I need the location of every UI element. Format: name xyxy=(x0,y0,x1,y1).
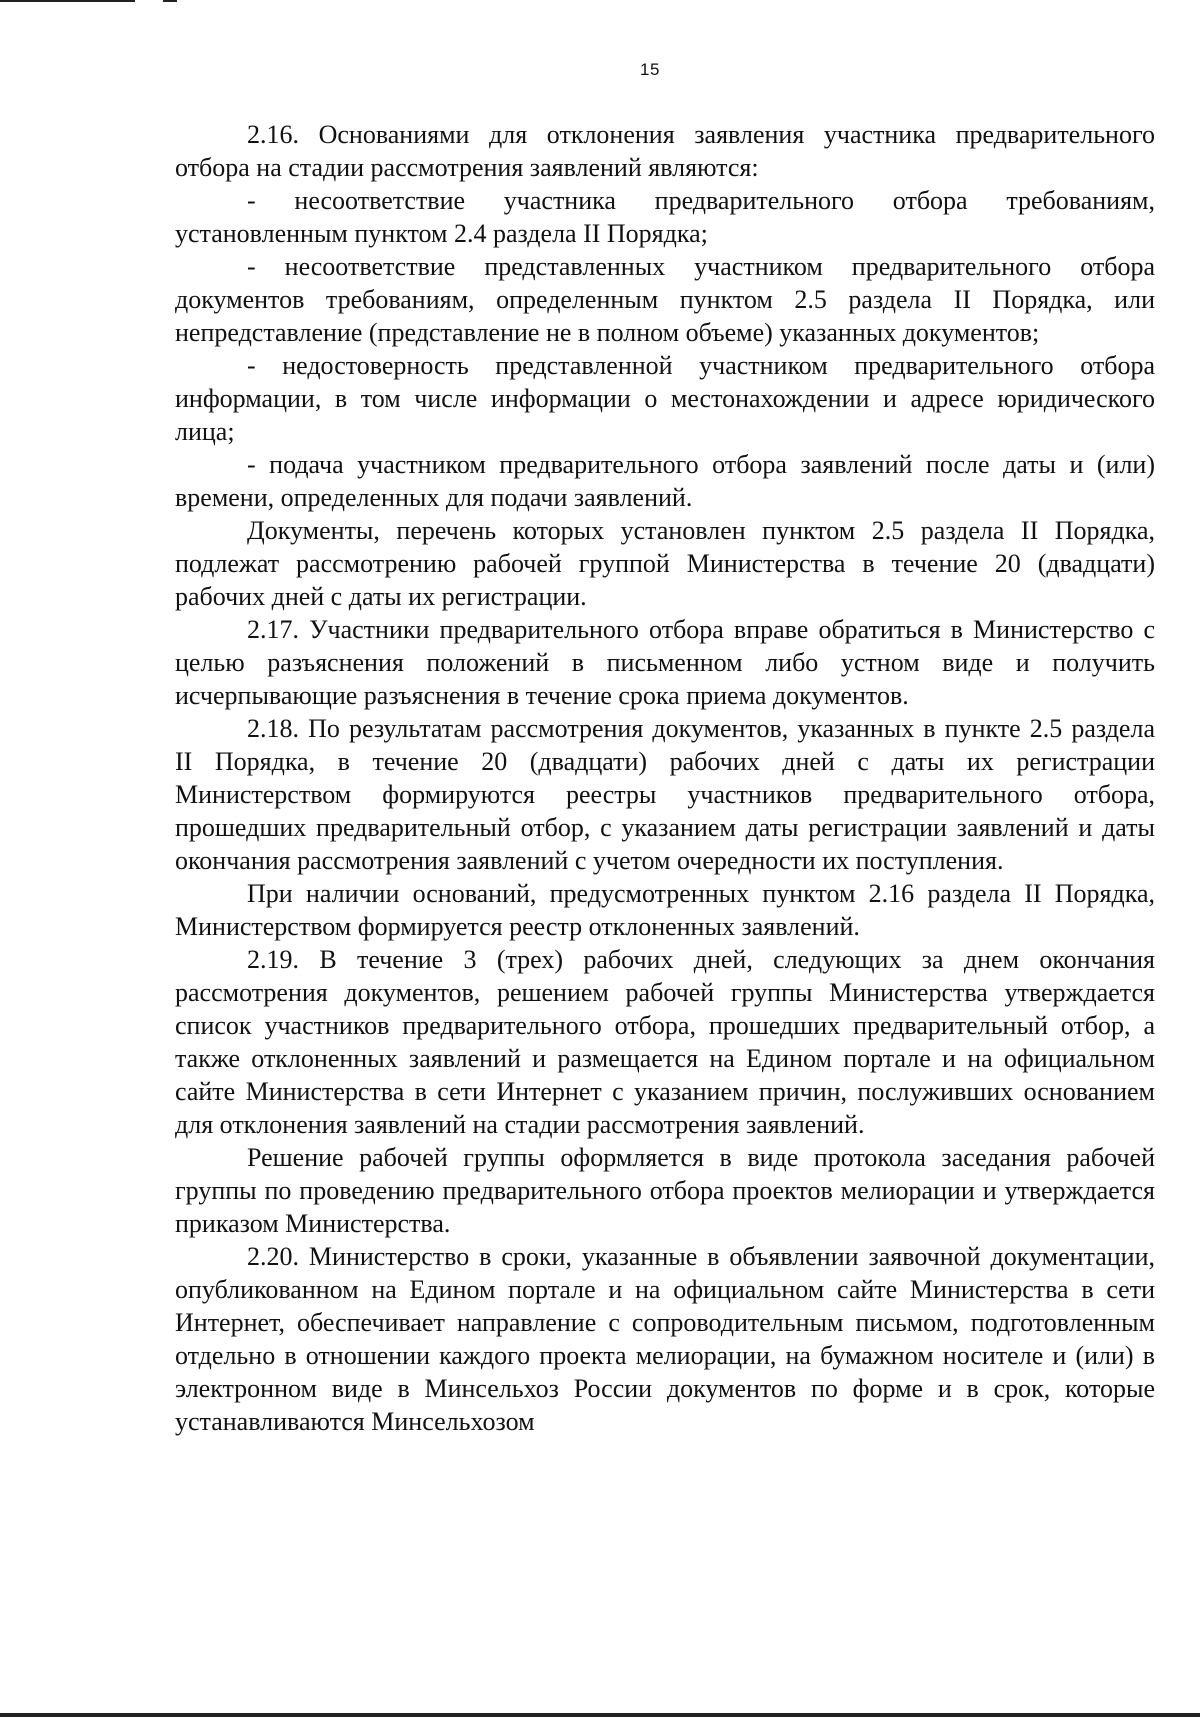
paragraph-2-19: 2.19. В течение 3 (трех) рабочих дней, следующих за днем окончания рассмотрения документов, решением рабочей группы Министерства утверждается список участников предварительного отбора, прошедших предварительный отбор, а также отклоненных заявлений и размещается на Едином портале и на официальном сайте Министерства в сети Интернет с указанием причин, послуживших основанием для отклонения заявлений на стадии рассмотрения заявлений. xyxy=(175,945,1155,1139)
paragraph-working-group-decision: Решение рабочей группы оформляется в виде протокола заседания рабочей группы по проведению предварительного отбора проектов мелиорации и утверждается приказом Министерства. xyxy=(175,1143,1155,1238)
paragraph-2-17: 2.17. Участники предварительного отбора вправе обратиться в Министерство с целью разъяснения положений в письменном либо устном виде и получить исчерпывающие разъяснения в течение срока приема документов. xyxy=(175,615,1155,710)
scan-edge-mark xyxy=(163,0,177,2)
paragraph-rejected-register: При наличии оснований, предусмотренных пунктом 2.16 раздела II Порядка, Министерством формируется реестр отклоненных заявлений. xyxy=(175,879,1155,941)
paragraph-2-16: 2.16. Основаниями для отклонения заявления участника предварительного отбора на стадии рассмотрения заявлений являются: xyxy=(175,120,1155,182)
paragraph-review-period: Документы, перечень которых установлен пунктом 2.5 раздела II Порядка, подлежат рассмотрению рабочей группой Министерства в течение 20 (двадцати) рабочих дней с даты их регистрации. xyxy=(175,516,1155,611)
paragraph-2-20: 2.20. Министерство в сроки, указанные в объявлении заявочной документации, опубликованном на Едином портале и на официальном сайте Министерства в сети Интернет, обеспечивает направление с сопроводительным письмом, подготовленным отдельно в отношении каждого проекта мелиорации, на бумажном носителе и (или) в электронном виде в Минсельхоз России документов по форме и в срок, которые устанавливаются Минсельхозом xyxy=(175,1242,1155,1436)
paragraph-2-18: 2.18. По результатам рассмотрения документов, указанных в пункте 2.5 раздела II Порядка, в течение 20 (двадцати) рабочих дней с даты их регистрации Министерством формируются реестры участников предварительного отбора, прошедших предварительный отбор, с указанием даты регистрации заявлений и даты окончания рассмотрения заявлений с учетом очередности их поступления. xyxy=(175,714,1155,875)
page-number: 15 xyxy=(640,60,660,79)
list-item-documents-mismatch: - несоответствие представленных участником предварительного отбора документов требованиям, определенным пунктом 2.5 раздела II Порядка, или непредставление (представление не в полном объеме) указанных документов; xyxy=(175,252,1155,347)
list-item-requirements-mismatch: - несоответствие участника предварительного отбора требованиям, установленным пунктом 2.4 раздела II Порядка; xyxy=(175,186,1155,248)
list-item-unreliable-information: - недостоверность представленной участником предварительного отбора информации, в том числе информации о местонахождении и адресе юридического лица; xyxy=(175,351,1155,446)
scan-edge-mark xyxy=(0,0,135,2)
scan-bottom-edge xyxy=(0,1713,1200,1717)
list-item-late-submission: - подача участником предварительного отбора заявлений после даты и (или) времени, определенных для подачи заявлений. xyxy=(175,450,1155,512)
document-body xyxy=(175,118,1155,1438)
